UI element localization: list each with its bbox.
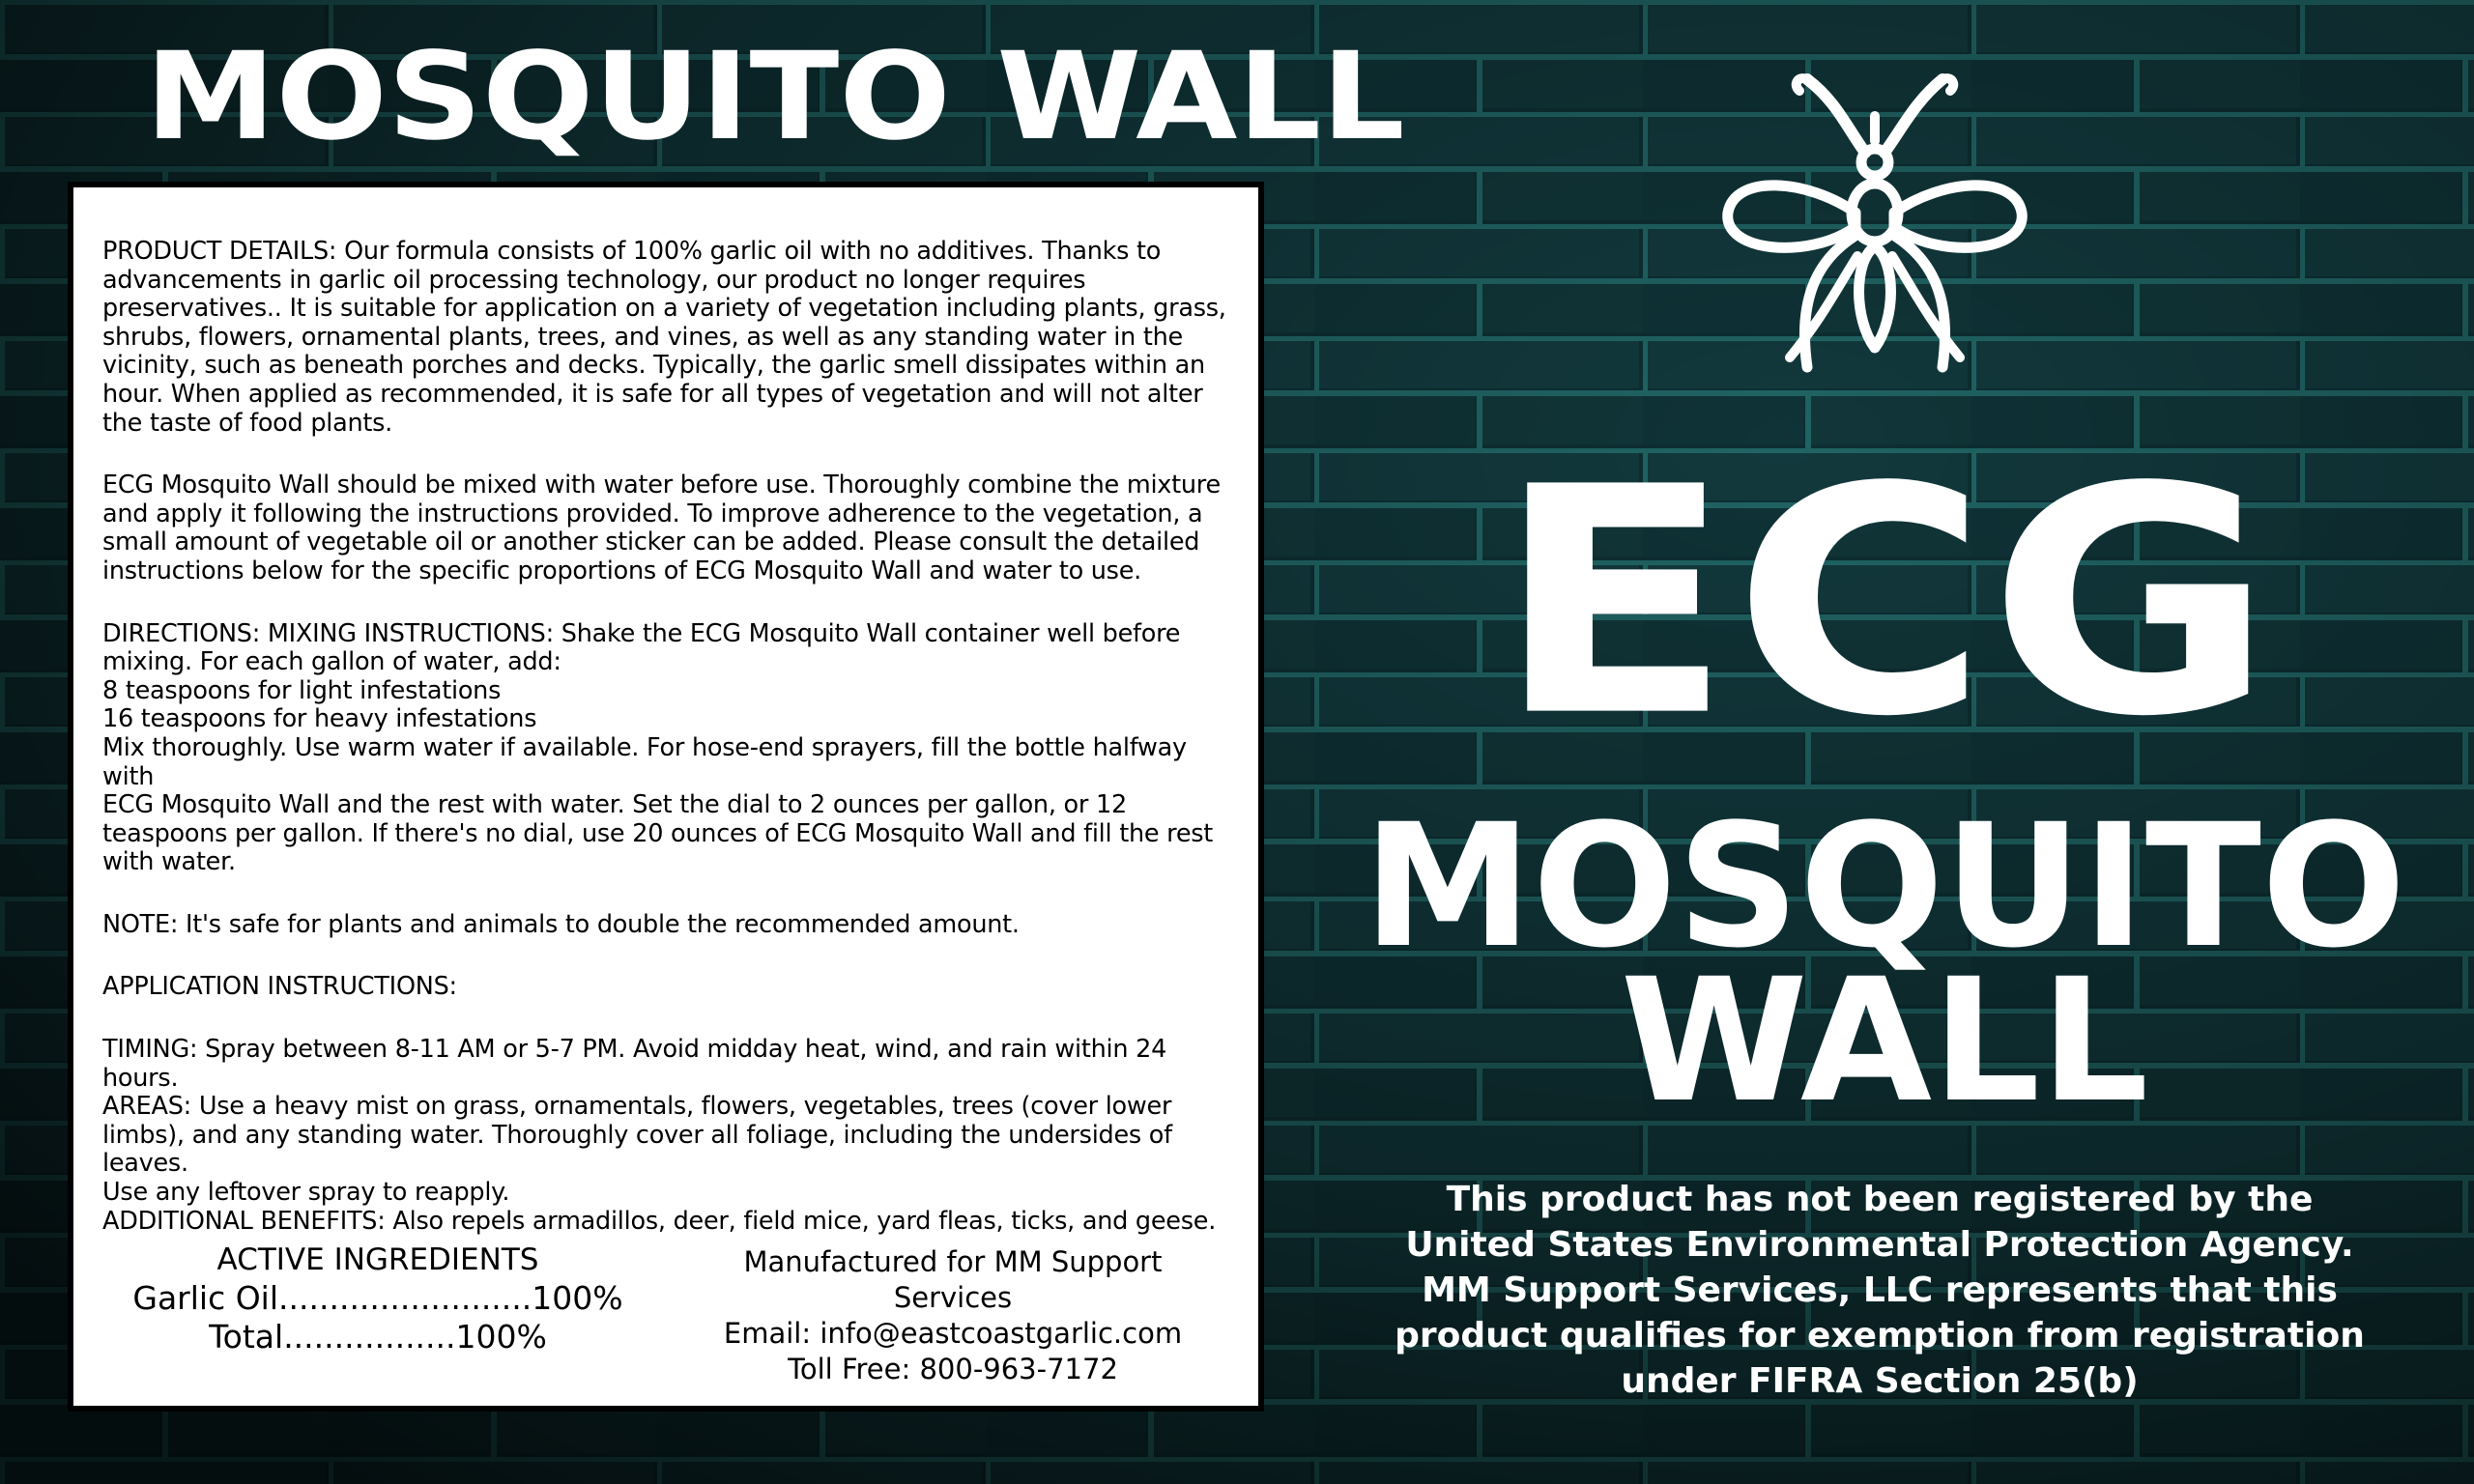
manufacturer-phone: Toll Free: 800-963-7172 bbox=[788, 1353, 1118, 1385]
manufacturer-line: Manufactured for MM Support Services bbox=[743, 1245, 1163, 1314]
ingredient-total: Total.................100% bbox=[209, 1318, 547, 1356]
epa-disclaimer: This product has not been registered by the United States Environmental Protection Agency. MM Support Services, LLC represents that this product qualifies for exemption from registration under FIFRA Section 25(b) bbox=[1395, 1180, 2365, 1401]
directions: DIRECTIONS: MIXING INSTRUCTIONS: Shake the ECG Mosquito Wall container well before mixing. For each gallon of water, add: 8 teaspoons for light infestations 16 teaspoons for heavy infestations Mix thoroughly. Use warm water if available. For hose-end sprayers, fill the bottle halfway with ECG Mosquito Wall and the rest with water. Set the dial to 2 ounces per gallon, or 12 teaspoons per gallon. If there's no dial, use 20 ounces of ECG Mosquito Wall and fill the rest with water. bbox=[102, 618, 1214, 877]
active-ingredients bbox=[73, 1241, 682, 1356]
safety-note: NOTE: It's safe for plants and animals to double the recommended amount. bbox=[102, 909, 1020, 939]
manufacturer-info bbox=[682, 1244, 1223, 1387]
label-panel bbox=[68, 182, 1264, 1412]
mixing-note: ECG Mosquito Wall should be mixed with water before use. Thoroughly combine the mixture and apply it following the instructions provided. To improve adherence to the vegetation, a small amount of vegetable oil or another sticker can be added. Please consult the detailed instructions below for the specific proportions of ECG Mosquito Wall and water to use. bbox=[102, 471, 1221, 585]
active-ingredients-heading: ACTIVE INGREDIENTS bbox=[216, 1242, 539, 1277]
ingredient-garlic-oil: Garlic Oil.........................100% bbox=[132, 1279, 623, 1317]
hero-title-mosquito: MOSQUITO bbox=[1363, 787, 2406, 985]
top-title: MOSQUITO WALL bbox=[145, 27, 1405, 168]
label-text bbox=[102, 238, 1243, 1270]
product-details: PRODUCT DETAILS: Our formula consists of 100% garlic oil with no additives. Thanks to advancements in garlic oil processing technology, our product no longer requires preservatives.. It is suitable for application on a variety of vegetation including plants, grass, shrubs, flowers, ornamental plants, trees, and vines, as well as any standing water in the vicinity, such as beneath porches and decks. Typically, the garlic smell dissipates within an hour. When applied as recommended, it is safe for all types of vegetation and will not alter the taste of food plants. bbox=[102, 237, 1226, 438]
application-instructions: TIMING: Spray between 8-11 AM or 5-7 PM. Avoid midday heat, wind, and rain within 24 hours. AREAS: Use a heavy mist on grass, ornamentals, flowers, vegetables, trees (cover lower limbs), and any standing water. Thoroughly cover all foliage, including the undersides of leaves. Use any leftover spray to reapply. ADDITIONAL BENEFITS: Also repels armadillos, deer, field mice, yard fleas, ticks, and geese. bbox=[102, 1035, 1217, 1236]
hero-title-wall: WALL bbox=[1620, 942, 2149, 1140]
manufacturer-email: Email: info@eastcoastgarlic.com bbox=[723, 1317, 1183, 1350]
hero-title-ecg: ECG bbox=[1495, 420, 2274, 785]
mosquito-icon bbox=[1701, 68, 2049, 396]
application-heading: APPLICATION INSTRUCTIONS: bbox=[102, 972, 457, 1002]
